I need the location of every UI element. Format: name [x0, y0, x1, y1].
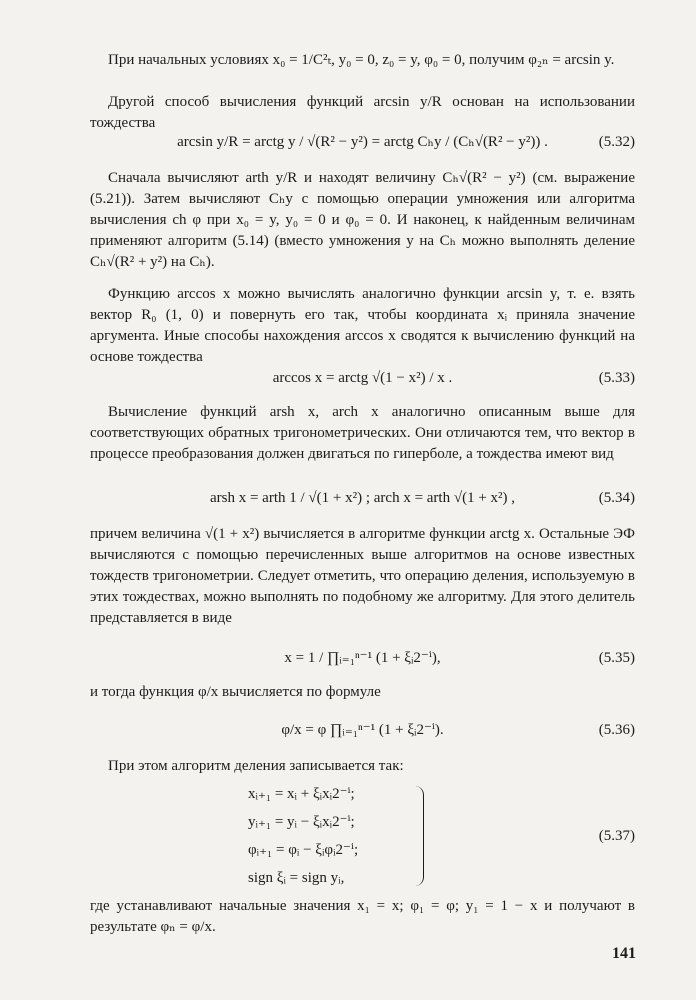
equation-number: (5.32) [598, 134, 635, 150]
equation-formula: arccos x = arctg √(1 − x²) / x . [272, 370, 453, 386]
page-number: 141 [612, 945, 636, 962]
equation-number: (5.35) [598, 650, 635, 666]
right-brace [415, 786, 424, 886]
equation-number: (5.33) [598, 370, 635, 386]
equation-5-33 [90, 358, 635, 398]
paragraph-arcsin-intro: Другой способ вычисления функций arcsin y/R основан на использовании тождества [90, 94, 635, 131]
equation-number: (5.36) [598, 722, 635, 738]
paragraph-division: причем величина √(1 + x²) вычисляется в алгоритме функции arctg x. Остальные ЭФ вычисляются с помощью перечисленных выше алгоритмов на основе известных тождеств тригонометрии. Следует отметить, что операцию деления, используемую в этих тождествах, можно выполнять по подобному же алгоритму. Для этого делитель представляется в виде [90, 526, 635, 626]
equation-formula: arsh x = arth 1 / √(1 + x²) ; arch x = arth √(1 + x²) , [209, 490, 516, 506]
paragraph-initial-values: где устанавливают начальные значения x₁ = x; φ₁ = φ; y₁ = 1 − x и получают в результате φₙ = φ/x. [90, 898, 635, 935]
equation-formula: x = 1 / ∏ᵢ₌₁ⁿ⁻¹ (1 + ξᵢ2⁻ⁱ), [284, 650, 441, 666]
equation-formula: φ/x = φ ∏ᵢ₌₁ⁿ⁻¹ (1 + ξᵢ2⁻ⁱ). [281, 722, 444, 738]
equation-5-36 [90, 710, 635, 750]
equation-formula: arcsin y/R = arctg y / √(R² − y²) = arctg Cₕy / (Cₕ√(R² − y²)) . [177, 134, 548, 150]
paragraph-division-algorithm: При этом алгоритм деления записывается так: [108, 758, 404, 774]
paragraph-arth-procedure: Сначала вычисляют arth y/R и находят величину Cₕ√(R² − y²) (см. выражение (5.21)). Затем вычисляют Cₕy с помощью операции умножения или алгоритма вычисления ch φ при x₀ = y, y₀ = 0 и φ₀ = 0. И наконец, к найденным величинам применяют алгоритм (5.14) (вместо умножения y на Cₕ можно выполнять деление Cₕ√(R² + y²) на Cₕ). [90, 170, 635, 270]
paragraph-initial-conditions: При начальных условиях x₀ = 1/C²ₜ, y₀ = 0, z₀ = y, φ₀ = 0, получим φ₂ₙ = arcsin y. [108, 52, 615, 68]
system-line-phi: φᵢ₊₁ = φᵢ − ξᵢφᵢ2⁻ⁱ; [248, 842, 359, 858]
equation-number: (5.37) [598, 828, 635, 844]
equation-5-35 [90, 638, 635, 678]
system-line-x: xᵢ₊₁ = xᵢ + ξᵢxᵢ2⁻ⁱ; [248, 786, 355, 802]
system-line-sign: sign ξᵢ = sign yᵢ, [248, 870, 345, 886]
paragraph-phi-over-x: и тогда функция φ/x вычисляется по формуле [90, 684, 381, 700]
equation-number: (5.34) [598, 490, 635, 506]
paragraph-hyperbolic: Вычисление функций arsh x, arch x аналогично описанным выше для соответствующих обратных тригонометрических. Они отличаются тем, что вектор в процессе преобразования должен двигаться по гиперболе, а тождества имеют вид [90, 404, 635, 462]
equation-5-34 [90, 478, 635, 518]
system-lines [248, 780, 418, 892]
equation-system-5-37 [90, 780, 635, 895]
equation-5-32 [90, 122, 635, 162]
system-line-y: yᵢ₊₁ = yᵢ − ξᵢxᵢ2⁻ⁱ; [248, 814, 355, 830]
paragraph-arccos: Функцию arccos x можно вычислять аналогично функции arcsin y, т. е. взять вектор R₀ (1, 0) и повернуть его так, чтобы координата xᵢ приняла значение аргумента. Иные способы нахождения arccos x сводятся к вычислению функций на основе тождества [90, 286, 635, 365]
